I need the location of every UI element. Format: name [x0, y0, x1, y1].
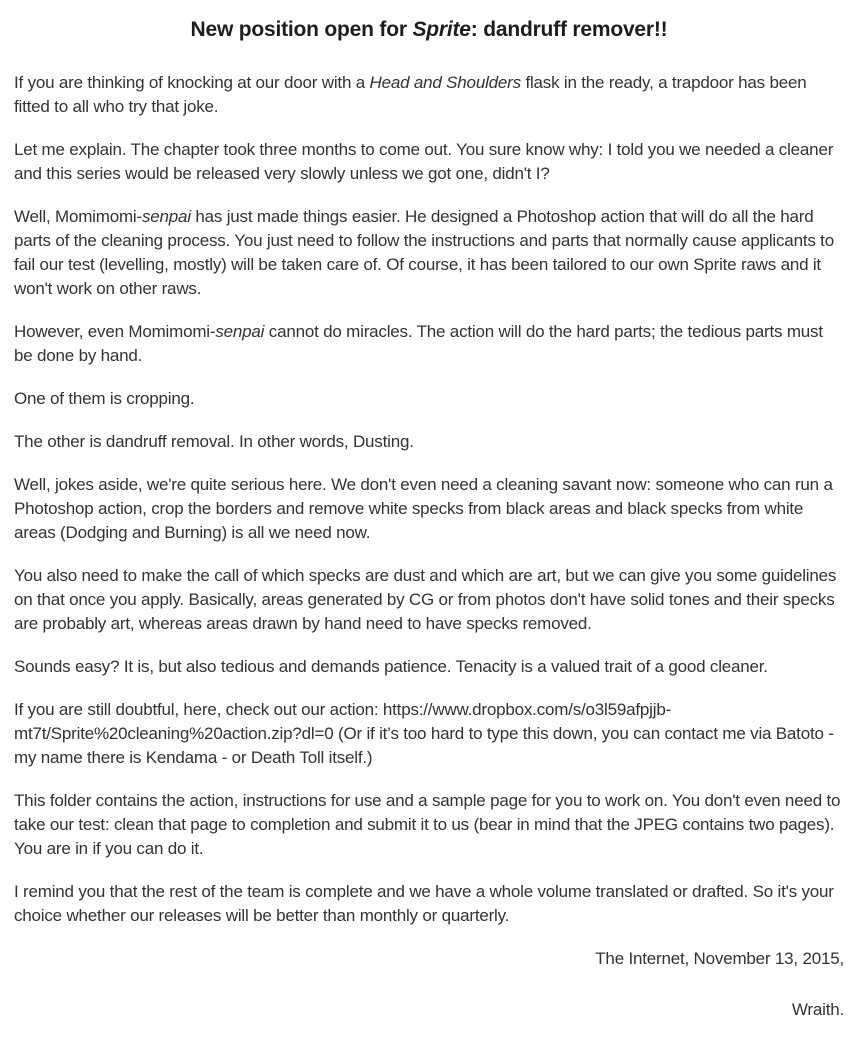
- text-run: This folder contains the action, instructions for use and a sample page for you to work on. You don't even need to take our test: clean that page to completion and submit it to us (bear in mind that the JPEG contains two pages). You are in if you can do it.: [14, 791, 841, 858]
- paragraph-8: [14, 564, 844, 636]
- text-run: Well, jokes aside, we're quite serious here. We don't even need a cleaning savant now: someone who can run a Photoshop action, crop the borders and remove white specks from black areas and black specks from white areas (Dodging and Burning) is all we need now.: [14, 475, 833, 542]
- italic-text: Head and Shoulders: [369, 73, 521, 92]
- paragraph-6: [14, 430, 844, 454]
- italic-text: senpai: [215, 322, 265, 341]
- paragraph-4: [14, 320, 844, 368]
- text-run: flask in the ready, a trapdoor has been fitted to all who try that joke.: [14, 73, 807, 116]
- text-run: has just made things easier. He designed a Photoshop action that will do all the hard parts of the cleaning process. You just need to follow the instructions and parts that normally cause applicants to fail our test (levelling, mostly) will be taken care of. Of course, it has been tailored to our own Sprite raws and it won't work on other raws.: [14, 207, 834, 298]
- document-body: [14, 71, 844, 928]
- paragraph-3: [14, 205, 844, 301]
- paragraph-1: [14, 71, 844, 119]
- paragraph-10: [14, 698, 844, 770]
- text-run: New position open for: [190, 18, 413, 41]
- text-run: I remind you that the rest of the team is complete and we have a whole volume translated or drafted. So it's your choice whether our releases will be better than monthly or quarterly.: [14, 882, 834, 925]
- text-run: Let me explain. The chapter took three months to come out. You sure know why: I told you we needed a cleaner and this series would be released very slowly unless we got one, didn't I?: [14, 140, 834, 183]
- paragraph-7: [14, 473, 844, 545]
- text-run: : dandruff remover!!: [470, 18, 668, 41]
- text-run: (Or if it’s too hard to type this down, you can contact me via Batoto - my name there is Kendama - or Death Toll itself.): [14, 724, 834, 767]
- page-title: [14, 15, 844, 45]
- text-run: The other is dandruff removal. In other words, Dusting.: [14, 432, 414, 451]
- italic-text: Sprite: [412, 18, 471, 41]
- dropbox-url: https://www.dropbox.com/s/o3l59afpjjb-mt7t/Sprite%20cleaning%20action.zip?dl=0: [14, 700, 672, 743]
- closing-signature: Wraith.: [791, 1000, 844, 1019]
- paragraph-2: [14, 138, 844, 186]
- paragraph-11: [14, 789, 844, 861]
- text-run: However, even Momimomi-: [14, 322, 216, 341]
- paragraph-9: [14, 655, 844, 679]
- text-run: Sounds easy? It is, but also tedious and demands patience. Tenacity is a valued trait of a good cleaner.: [14, 657, 768, 676]
- paragraph-12: [14, 880, 844, 928]
- italic-text: senpai: [141, 207, 191, 226]
- text-run: You also need to make the call of which specks are dust and which are art, but we can give you some guidelines on that once you apply. Basically, areas generated by CG or from photos don't have solid tones and their specks are probably art, whereas areas drawn by hand need to have specks removed.: [14, 566, 837, 633]
- text-run: If you are thinking of knocking at our door with a: [14, 73, 370, 92]
- text-run: cannot do miracles. The action will do the hard parts; the tedious parts must be done by hand.: [14, 322, 823, 365]
- closing-dateline: The Internet, November 13, 2015,: [595, 949, 844, 968]
- text-run: One of them is cropping.: [14, 389, 195, 408]
- text-run: Well, Momimomi-: [14, 207, 142, 226]
- text-run: If you are still doubtful, here, check out our action:: [14, 700, 383, 719]
- paragraph-5: [14, 387, 844, 411]
